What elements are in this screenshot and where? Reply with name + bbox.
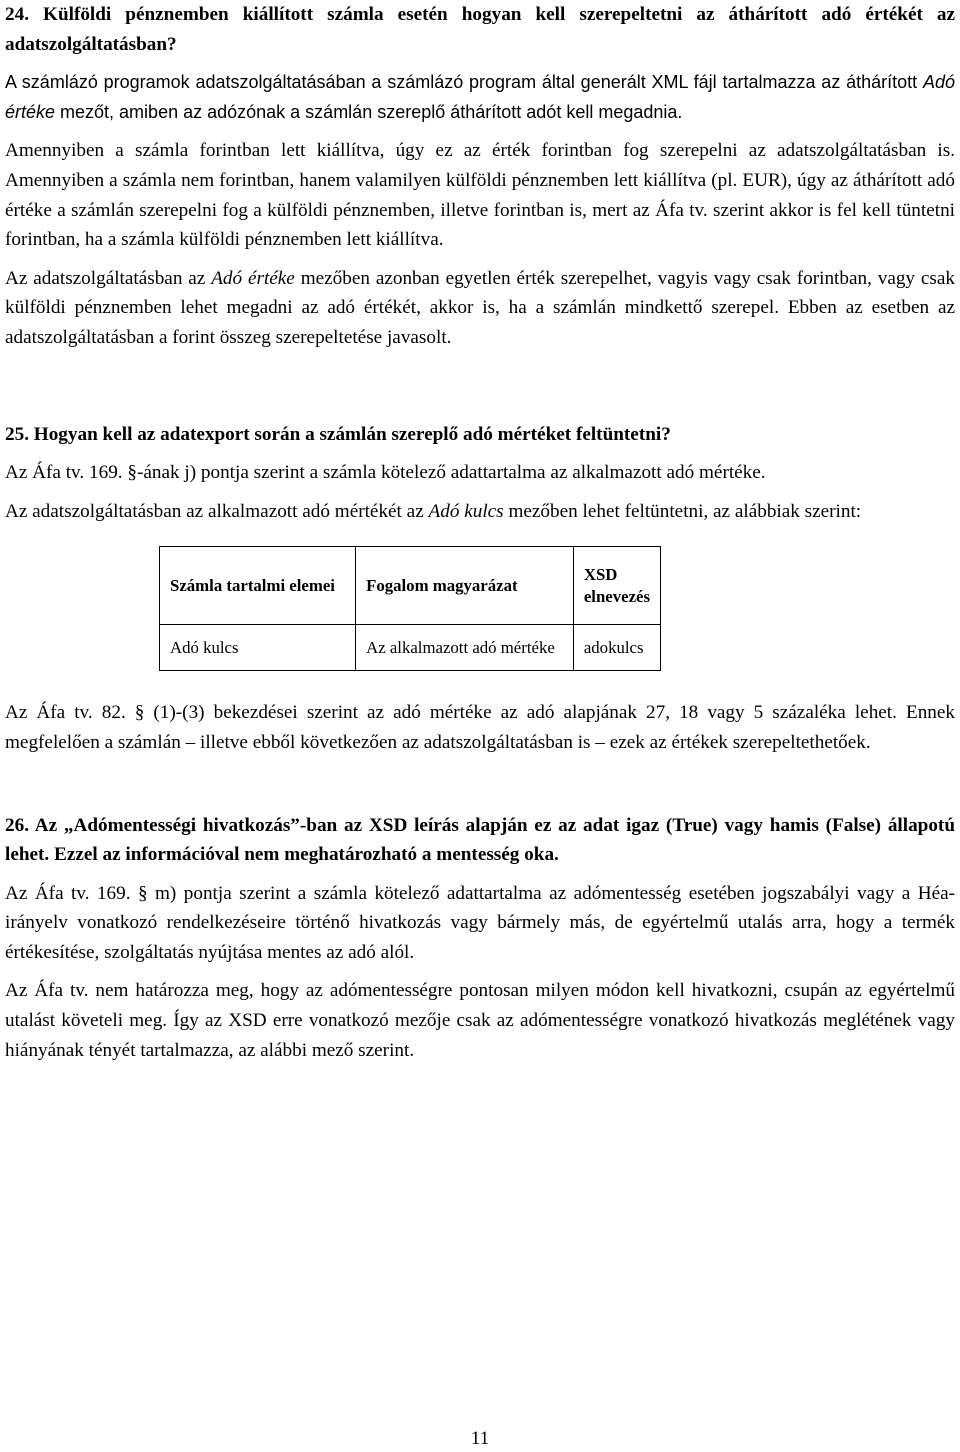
field-name-ado-kulcs: Adó kulcs (428, 500, 504, 522)
page-number: 11 (470, 1428, 490, 1449)
section-26-title: 26. Az „Adómentességi hivatkozás”-ban az XSD leírás alapján ez az adat igaz (True) vagy hamis (False) állapotú lehet. Ezzel az információval nem meghatározható a mentesség oka. (5, 814, 955, 866)
table-cell: Adó kulcs (160, 625, 356, 671)
section-26-paragraph-2: Az Áfa tv. nem határozza meg, hogy az adómentességre pontosan milyen módon kell hivatkozni, csupán az egyértelmű utalást követeli meg. Így az XSD erre vonatkozó mezője csak az adómentességre vonatkozó hivatkozás meglétének vagy hiányának tényét tartalmazza, az alábbi mező szerint. (5, 980, 955, 1061)
table-cell: adokulcs (573, 625, 660, 671)
tax-rate-table (159, 546, 661, 671)
section-25-paragraph-3: Az Áfa tv. 82. § (1)-(3) bekezdései szerint az adó mértéke az adó alapjának 27, 18 vagy 5 százaléka lehet. Ennek megfelelően a számlán – illetve ebből következően az adatszolgáltatásban is – ezek az értékek szerepeltethetőek. (5, 702, 955, 753)
table-header-cell: Fogalom magyarázat (356, 547, 574, 625)
section-24-paragraph-3: Az adatszolgáltatásban az Adó értéke mezőben azonban egyetlen érték szerepelhet, vagyis vagy csak forintban, vagy csak külföldi pénznemben lehet megadni az adó értékét, akkor is, ha a számlán mindkettő szerepel. Ebben az esetben az adatszolgáltatásban a forint összeg szerepeltetése javasolt. (5, 267, 955, 348)
section-24-paragraph-2: Amennyiben a számla forintban lett kiállítva, úgy ez az érték forintban fog szerepelni az adatszolgáltatásban is. Amennyiben a számla nem forintban, hanem valamilyen külföldi pénznemben lett kiállítva (pl. EUR), úgy az áthárított adó értéke a számlán szerepelni fog a külföldi pénznemben, illetve forintban is, mert az Áfa tv. szerint akkor is fel kell tüntetni forintban, ha a számla külföldi pénznemben lett kiállítva. (5, 140, 955, 251)
section-24-title: 24. Külföldi pénznemben kiállított számla esetén hogyan kell szerepeltetni az áthárított adó értékét az adatszolgáltatásban? (5, 4, 955, 55)
document-page (5, 0, 955, 1065)
section-25-paragraph-1: Az Áfa tv. 169. §-ának j) pontja szerint a számla kötelező adattartalma az alkalmazott adó mértéke. (5, 462, 766, 484)
section-26-paragraph-1: Az Áfa tv. 169. § m) pontja szerint a számla kötelező adattartalma az adómentesség esetében jogszabályi vagy a Héa-irányelv vonatkozó rendelkezéseire történő hivatkozás vagy bármely más, de egyértelmű utalás arra, hogy a termék értékesítése, szolgáltatás nyújtása mentes az adó alól. (5, 882, 955, 963)
table-header-cell: XSD elnevezés (573, 547, 660, 625)
table-cell: Az alkalmazott adó mértéke (356, 625, 574, 671)
section-24-paragraph-1: A számlázó programok adatszolgáltatásában a számlázó program által generált XML fájl tartalmazza az áthárított Adó értéke mezőt, amiben az adózónak a számlán szereplő áthárított adót kell megadnia. (5, 72, 955, 122)
section-25-paragraph-2: Az adatszolgáltatásban az alkalmazott adó mértékét az Adó kulcs mezőben lehet feltüntetni, az alábbiak szerint: (5, 500, 862, 522)
field-name-ado-erteke: Adó értéke (211, 267, 295, 289)
table-header-cell: Számla tartalmi elemei (160, 547, 356, 625)
field-name-ado-erteke: Adó értéke (5, 72, 955, 122)
section-25-title: 25. Hogyan kell az adatexport során a számlán szereplő adó mértéket feltüntetni? (5, 423, 671, 445)
table-row (160, 625, 661, 671)
table-header-row (160, 547, 661, 625)
